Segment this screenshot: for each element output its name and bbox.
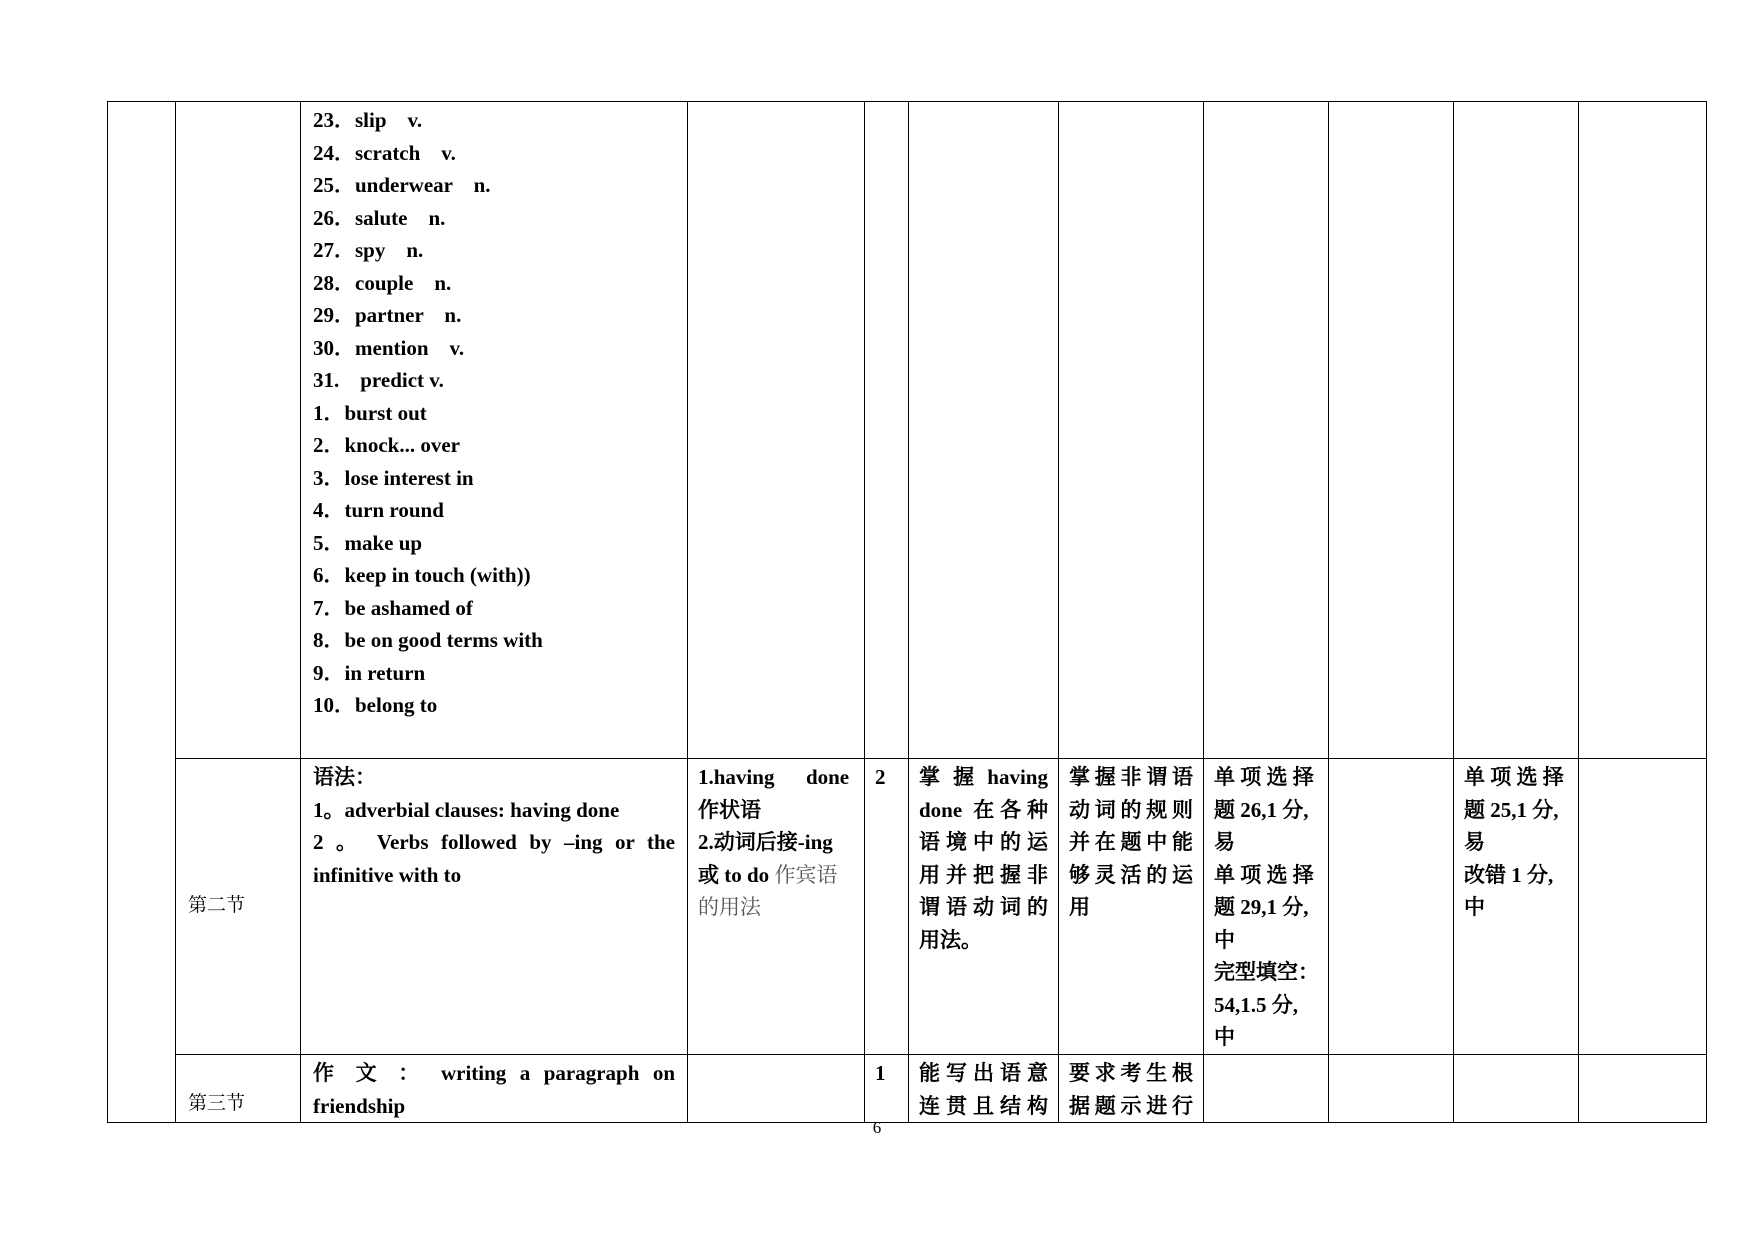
content-line: friendship — [313, 1093, 406, 1118]
requirement-line: 掌握非谓语 — [1069, 765, 1193, 789]
phrase-item: 5．make up — [313, 530, 423, 555]
vocab-item: 26．salute n. — [313, 205, 446, 230]
exam-cell-2 — [1329, 102, 1454, 759]
key-point-line: 的用法 — [698, 895, 761, 919]
requirement-cell — [1059, 759, 1204, 1055]
goal-line: 用法。 — [919, 927, 982, 952]
exam-line: 易 — [1464, 830, 1485, 854]
content-line: infinitive with to — [313, 862, 462, 887]
phrase-item: 4．turn round — [313, 498, 444, 522]
exam-line: 54,1.5 分, — [1214, 992, 1298, 1017]
table-row-grammar — [108, 759, 1707, 1055]
phrase-item: 9．in return — [313, 660, 426, 685]
key-point-line: 2.动词后接-ing — [698, 830, 833, 854]
exam-line: 完型填空： — [1214, 960, 1319, 984]
remarks-cell — [1579, 1055, 1707, 1123]
exam-cell-3 — [1454, 1055, 1579, 1123]
requirement-line: 据题示进行 — [1069, 1093, 1193, 1118]
key-point-line: 作状语 — [698, 797, 761, 822]
vocab-item: 25．underwear n. — [313, 173, 491, 197]
goal-cell — [909, 759, 1059, 1055]
grammar-content-cell — [301, 759, 688, 1055]
vocab-item: 23．slip v. — [313, 108, 423, 132]
vocab-list-cell — [301, 102, 688, 759]
exam-line: 易 — [1214, 830, 1235, 854]
phrase-item: 1．burst out — [313, 400, 427, 425]
hours-cell: 1 — [865, 1055, 909, 1123]
key-points-cell — [688, 102, 865, 759]
table-row-writing — [108, 1055, 1707, 1123]
exam-cell-3 — [1454, 759, 1579, 1055]
requirement-cell — [1059, 1055, 1204, 1123]
section-label: 第二节 — [176, 759, 301, 1055]
exam-cell-3 — [1454, 102, 1579, 759]
goal-line: 语境中的运 — [919, 830, 1048, 854]
section-cell — [176, 102, 301, 759]
phrase-item: 6．keep in touch (with)) — [313, 563, 531, 587]
phrase-item: 2．knock... over — [313, 433, 460, 457]
unit-cell — [108, 102, 176, 1123]
hours-cell — [865, 102, 909, 759]
key-point-line: 1.having done — [698, 765, 850, 789]
vocab-item: 30．mention v. — [313, 335, 465, 360]
requirement-line: 够灵活的运 — [1069, 862, 1193, 887]
exam-line: 题 29,1 分, — [1214, 895, 1309, 919]
requirement-line: 动词的规则 — [1069, 797, 1193, 822]
requirement-line: 用 — [1069, 895, 1090, 919]
remarks-cell — [1579, 759, 1707, 1055]
content-line: 语法： — [313, 765, 376, 789]
exam-cell-1 — [1204, 759, 1329, 1055]
phrase-item: 7．be ashamed of — [313, 595, 473, 620]
exam-cell-1 — [1204, 1055, 1329, 1123]
exam-line: 改错 1 分, — [1464, 862, 1554, 887]
curriculum-table — [107, 101, 1707, 1123]
key-point-bold: 或 to do — [698, 862, 775, 887]
goal-line: done 在各种 — [919, 797, 1048, 822]
remarks-cell — [1579, 102, 1707, 759]
phrase-item: 10．belong to — [313, 693, 438, 717]
key-points-cell — [688, 759, 865, 1055]
content-line: 1。adverbial clauses: having done — [313, 797, 620, 822]
exam-cell-1 — [1204, 102, 1329, 759]
exam-cell-2 — [1329, 759, 1454, 1055]
exam-line: 单 项 选 择 — [1464, 765, 1564, 789]
phrase-item: 8．be on good terms with — [313, 628, 543, 652]
table-row-vocabulary — [108, 102, 1707, 759]
goal-line: 掌 握 having — [919, 765, 1048, 789]
vocab-item: 29．partner n. — [313, 303, 462, 327]
key-points-cell — [688, 1055, 865, 1123]
content-line: 作 文 ： writing a paragraph on — [313, 1061, 675, 1085]
exam-cell-2 — [1329, 1055, 1454, 1123]
page-number: 6 — [872, 1118, 882, 1137]
goal-line: 用并把握非 — [919, 862, 1048, 887]
hours-cell: 2 — [865, 759, 909, 1055]
key-point-line — [698, 859, 854, 892]
goal-cell — [909, 1055, 1059, 1123]
goal-line: 能写出语意 — [919, 1061, 1048, 1085]
vocab-item: 31. predict v. — [313, 368, 444, 392]
vocab-item: 27．spy n. — [313, 238, 424, 262]
goal-line: 连贯且结构 — [919, 1093, 1048, 1118]
exam-line: 中 — [1214, 1025, 1235, 1049]
requirement-line: 并在题中能 — [1069, 830, 1193, 854]
key-point-gray: 作宾语 — [774, 862, 838, 887]
content-line: 2 。 Verbs followed by –ing or the — [313, 830, 675, 854]
exam-line: 题 26,1 分, — [1214, 797, 1309, 822]
requirement-line: 要求考生根 — [1069, 1061, 1193, 1085]
goal-line: 谓语动词的 — [919, 895, 1048, 919]
section-label: 第三节 — [176, 1055, 301, 1123]
requirement-cell — [1059, 102, 1204, 759]
exam-line: 中 — [1214, 927, 1235, 952]
exam-line: 中 — [1464, 895, 1485, 919]
phrase-item: 3．lose interest in — [313, 465, 474, 490]
vocab-item: 24．scratch v. — [313, 140, 456, 165]
goal-cell — [909, 102, 1059, 759]
writing-content-cell — [301, 1055, 688, 1123]
exam-line: 单 项 选 择 — [1214, 862, 1314, 887]
exam-line: 单 项 选 择 — [1214, 765, 1314, 789]
vocab-item: 28．couple n. — [313, 270, 452, 295]
exam-line: 题 25,1 分, — [1464, 797, 1559, 822]
